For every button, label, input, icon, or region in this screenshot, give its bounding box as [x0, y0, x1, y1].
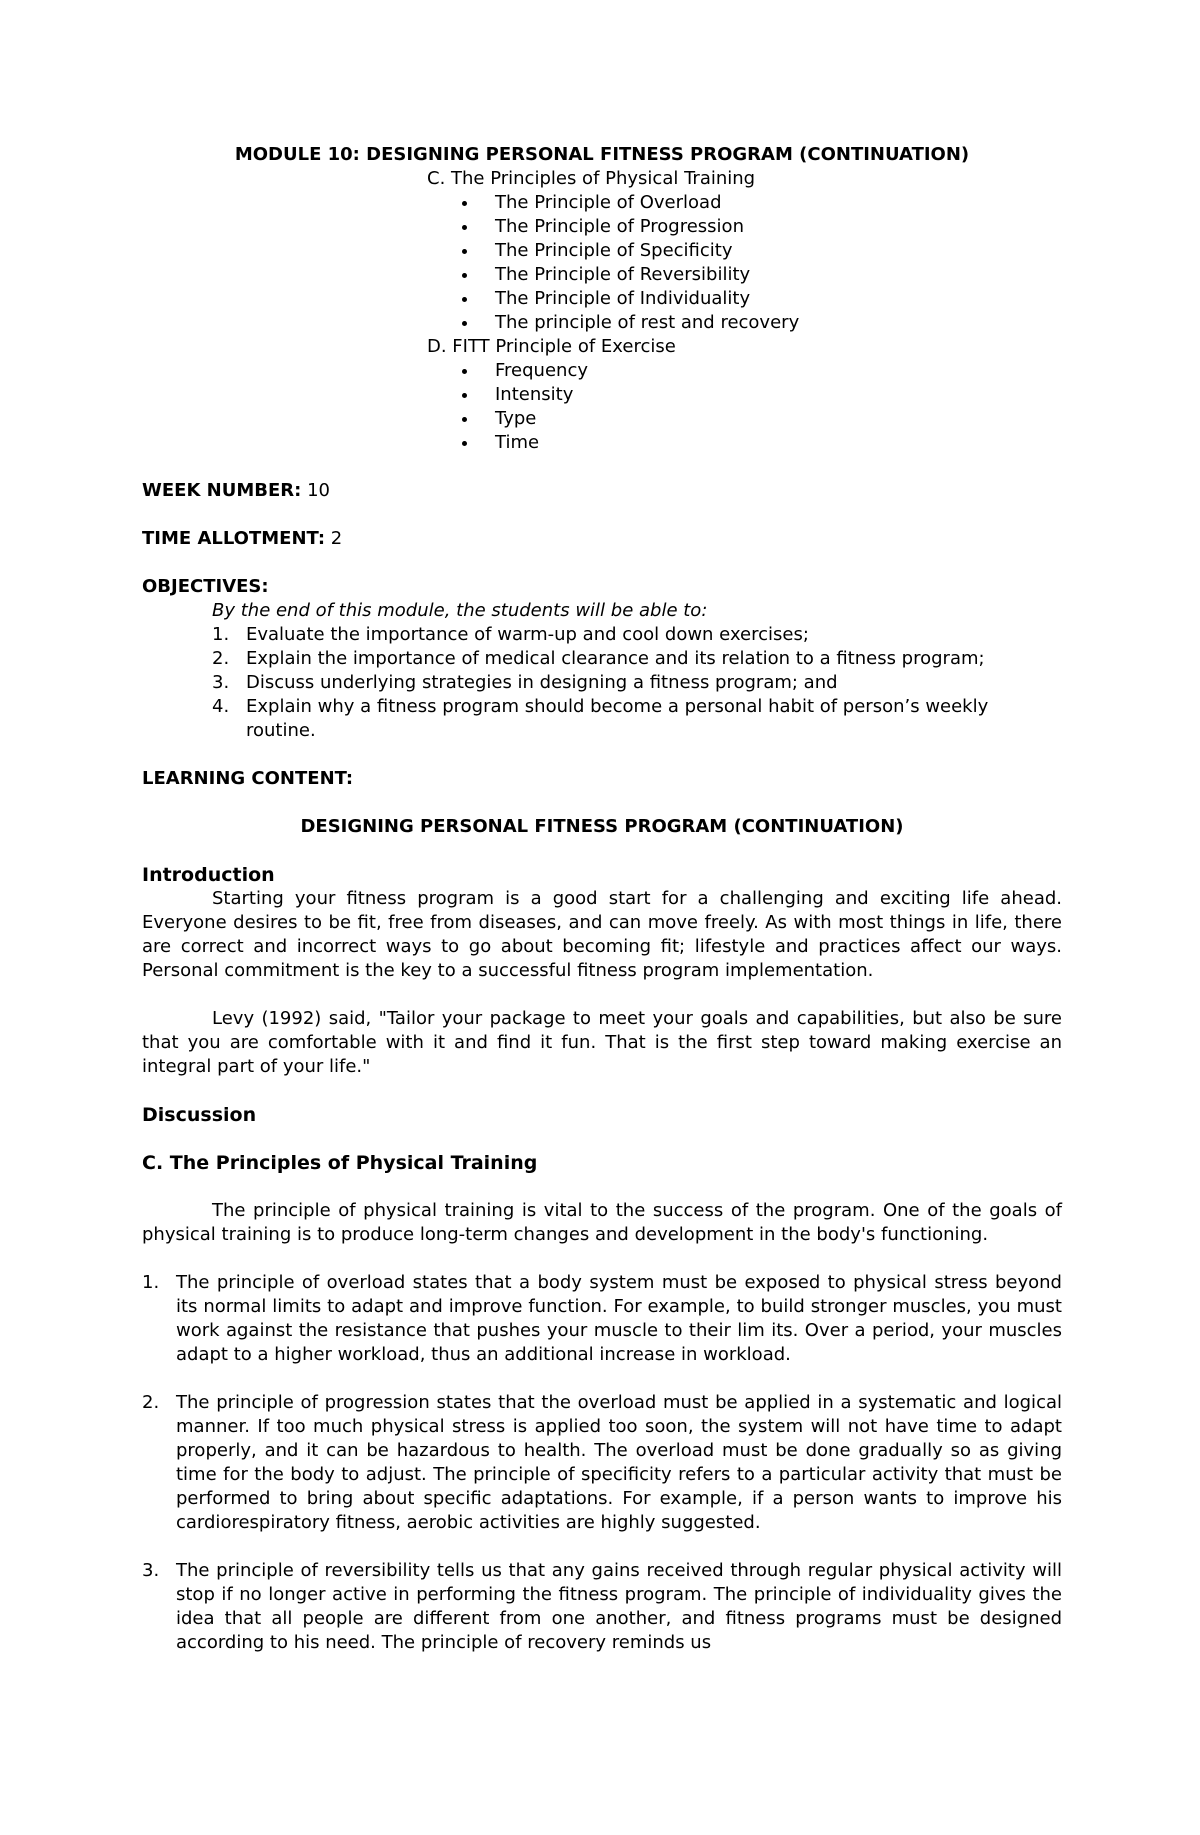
- time-allotment: [142, 527, 1062, 551]
- list-item: The Principle of Individuality: [462, 287, 1062, 311]
- introduction-paragraph-1: Starting your fitness program is a good start for a challenging and exciting life ahead. Everyone desires to be fit, free from diseases, and can move freely. As with most things in life, there are correct and incorrect ways to go about becoming fit; lifestyle and practices affect our ways. Personal commitment is the key to a successful fitness program implementation.: [142, 888, 1062, 981]
- objectives-list: [142, 623, 1062, 743]
- list-item: [212, 695, 1062, 743]
- list-item: [212, 647, 1062, 671]
- list-item: [212, 623, 1062, 647]
- learning-content-title: DESIGNING PERSONAL FITNESS PROGRAM (CONTINUATION): [300, 816, 904, 837]
- list-item: The Principle of Reversibility: [462, 263, 1062, 287]
- toc-section-d: D. FITT Principle of Exercise: [427, 336, 676, 357]
- time-allotment-label: TIME ALLOTMENT:: [142, 528, 326, 549]
- list-item: The Principle of Specificity: [462, 239, 1062, 263]
- item-number: 1.: [142, 1272, 160, 1293]
- toc-section-d-list: [142, 359, 1062, 455]
- list-item: The Principle of Progression: [462, 215, 1062, 239]
- objectives-label: OBJECTIVES:: [142, 576, 269, 597]
- item-text: The principle of reversibility tells us that any gains received through regular physical activity will stop if no longer active in performing the fitness program. The principle of individuality gives the idea that all people are different from one another, and fitness programs must be designed according to his need. The principle of recovery reminds us: [176, 1560, 1062, 1653]
- toc-section-c-list: [142, 191, 1062, 335]
- item-number: 4.: [212, 696, 230, 717]
- list-item: Type: [462, 407, 1062, 431]
- module-title: MODULE 10: DESIGNING PERSONAL FITNESS PROGRAM (CONTINUATION): [234, 144, 970, 165]
- list-item: [142, 1559, 1062, 1655]
- module-header: [142, 143, 1062, 455]
- item-number: 1.: [212, 624, 230, 645]
- toc-section-c: C. The Principles of Physical Training: [427, 168, 756, 189]
- item-text: Explain the importance of medical clearance and its relation to a fitness program;: [246, 648, 985, 669]
- item-text: Explain why a fitness program should become a personal habit of person’s weekly routine.: [246, 696, 989, 741]
- list-item: Time: [462, 431, 1062, 455]
- item-text: Discuss underlying strategies in designing a fitness program; and: [246, 672, 838, 693]
- week-number-value: 10: [307, 480, 330, 501]
- introduction-heading: Introduction: [142, 864, 275, 886]
- item-number: 2.: [212, 648, 230, 669]
- item-text: The principle of progression states that the overload must be applied in a systematic and logical manner. If too much physical stress is applied too soon, the system will not have time to adapt properly, and it can be hazardous to health. The overload must be done gradually so as giving time for the body to adjust. The principle of specificity refers to a particular activity that must be performed to bring about specific adaptations. For example, if a person wants to improve his cardiorespiratory fitness, aerobic activities are highly suggested.: [176, 1392, 1062, 1533]
- list-item: Frequency: [462, 359, 1062, 383]
- week-number-label: WEEK NUMBER:: [142, 480, 302, 501]
- list-item: The principle of rest and recovery: [462, 311, 1062, 335]
- discussion-list: [142, 1271, 1062, 1655]
- time-allotment-value: 2: [330, 528, 343, 549]
- item-number: 3.: [142, 1560, 160, 1581]
- list-item: [142, 1271, 1062, 1367]
- objectives-section: [142, 575, 1062, 743]
- item-number: 2.: [142, 1392, 160, 1413]
- item-text: The principle of overload states that a body system must be exposed to physical stress beyond its normal limits to adapt and improve function. For example, to build stronger muscles, you must work against the resistance that pushes your muscle to their lim its. Over a period, your muscles adapt to a higher workload, thus an additional increase in workload.: [176, 1272, 1062, 1365]
- item-text: Evaluate the importance of warm-up and cool down exercises;: [246, 624, 809, 645]
- list-item: The Principle of Overload: [462, 191, 1062, 215]
- discussion-paragraph-1: The principle of physical training is vital to the success of the program. One of the goals of physical training is to produce long-term changes and development in the body's functioning.: [142, 1200, 1062, 1245]
- objectives-intro: By the end of this module, the students will be able to:: [212, 600, 708, 621]
- discussion-heading: Discussion: [142, 1104, 257, 1126]
- learning-content-label: LEARNING CONTENT:: [142, 768, 354, 789]
- list-item: [142, 1391, 1062, 1535]
- list-item: [212, 671, 1062, 695]
- list-item: Intensity: [462, 383, 1062, 407]
- introduction-paragraph-2: Levy (1992) said, "Tailor your package to meet your goals and capabilities, but also be sure that you are comfortable with it and find it fun. That is the first step toward making exercise an integral part of your life.": [142, 1008, 1062, 1077]
- discussion-subheading: C. The Principles of Physical Training: [142, 1152, 538, 1174]
- item-number: 3.: [212, 672, 230, 693]
- week-number: [142, 479, 1062, 503]
